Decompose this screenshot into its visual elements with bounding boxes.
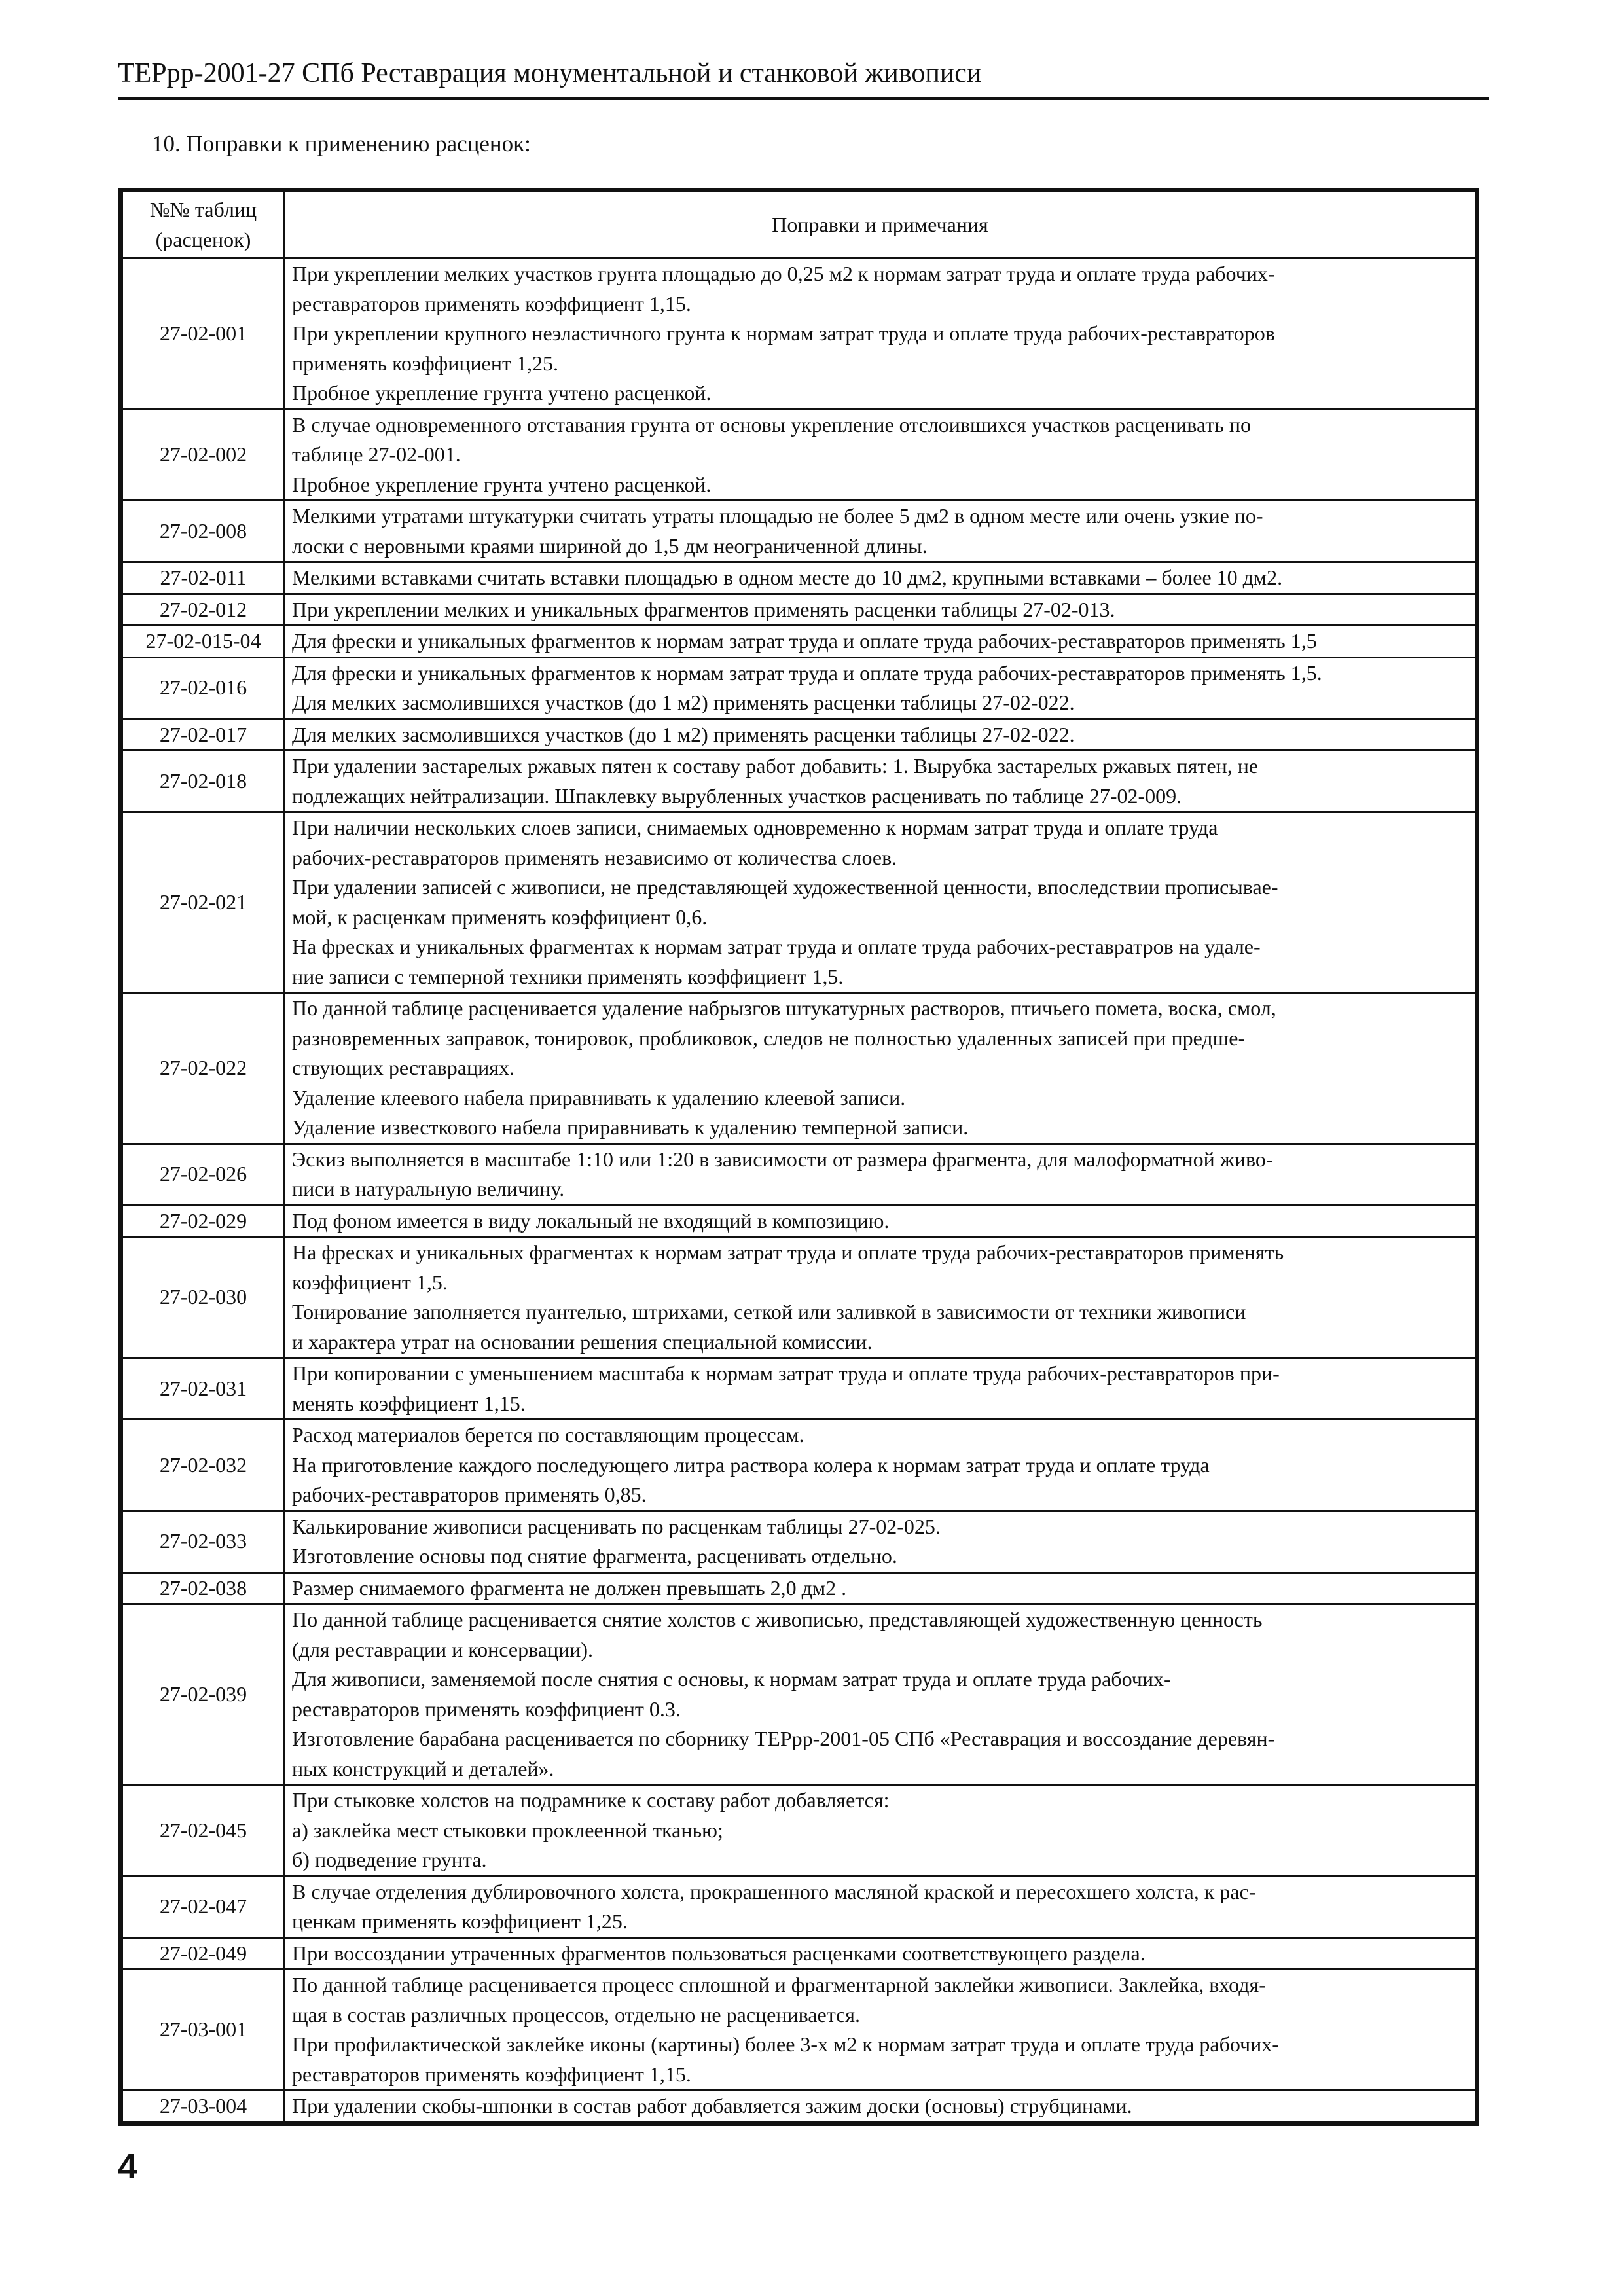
note-line: б) подведение грунта.	[292, 1848, 487, 1871]
note-line: Удаление клеевого набела приравнивать к удалению клеевой записи.	[292, 1085, 906, 1109]
table-note-cell	[285, 562, 1476, 594]
table-code-cell: 27-02-029	[122, 1205, 285, 1237]
table-note-cell	[285, 594, 1476, 626]
note-line: реставраторов применять коэффициент 1,15.	[292, 2062, 691, 2086]
note-line: (для реставрации и консервации).	[292, 1637, 593, 1661]
table-code-cell: 27-02-045	[122, 1785, 285, 1877]
note-line: рабочих-реставраторов применять 0,85.	[292, 1483, 647, 1506]
note-line: рабочих-реставраторов применять независимо от количества слоев.	[292, 845, 897, 869]
table-row	[122, 657, 1476, 719]
note-line: Для мелких засмолившихся участков (до 1 м2) применять расценки таблицы 27-02-022.	[292, 691, 1075, 714]
table-row	[122, 1785, 1476, 1877]
note-line: При профилактической заклейке иконы (картины) более 3-х м2 к нормам затрат труда и оплате труда рабочих-	[292, 2032, 1279, 2056]
note-line: реставраторов применять коэффициент 1,15.	[292, 291, 691, 315]
table-code-cell: 27-02-017	[122, 719, 285, 751]
note-line: лоски с неровными краями шириной до 1,5 дм неограниченной длины.	[292, 533, 928, 558]
table-code-cell: 27-02-031	[122, 1358, 285, 1420]
note-line: Для фрески и уникальных фрагментов к нормам затрат труда и оплате труда рабочих-реставраторов применять 1,5	[292, 629, 1317, 653]
table-note-cell	[285, 1144, 1476, 1205]
table-code-cell: 27-02-002	[122, 409, 285, 501]
note-line: разновременных заправок, тонировок, пробликовок, следов не полностью удаленных записей при предше-	[292, 1026, 1246, 1050]
corrections-table	[121, 190, 1477, 2123]
note-line: Тонирование заполняется пуантелью, штрихами, сеткой или заливкой в зависимости от техники живописи	[292, 1300, 1246, 1324]
table-row	[122, 812, 1476, 993]
table-row	[122, 626, 1476, 658]
note-line: менять коэффициент 1,15.	[292, 1391, 526, 1415]
table-row	[122, 1205, 1476, 1237]
note-line: а) заклейка мест стыковки проклеенной тканью;	[292, 1818, 723, 1842]
table-code-cell: 27-03-001	[122, 1970, 285, 2091]
table-row	[122, 1876, 1476, 1937]
note-line: Изготовление барабана расценивается по сборнику ТЕРрр-2001-05 СПб «Реставрация и воссоздание деревян-	[292, 1727, 1275, 1750]
table-code-cell: 27-02-016	[122, 657, 285, 719]
table-note-cell	[285, 626, 1476, 658]
table-row	[122, 1604, 1476, 1785]
table-note-cell	[285, 1358, 1476, 1420]
table-code-cell: 27-02-012	[122, 594, 285, 626]
table-note-cell	[285, 1511, 1476, 1572]
table-note-cell	[285, 1785, 1476, 1877]
note-line: Для фрески и уникальных фрагментов к нормам затрат труда и оплате труда рабочих-реставраторов применять 1,5.	[292, 660, 1322, 685]
note-line: На приготовление каждого последующего литра раствора колера к нормам затрат труда и оплате труда	[292, 1452, 1210, 1477]
table-code-cell: 27-02-011	[122, 562, 285, 594]
note-line: коэффициент 1,5.	[292, 1270, 448, 1294]
table-note-cell	[285, 1604, 1476, 1785]
note-line: ние записи с темперной техники применять коэффициент 1,5.	[292, 964, 844, 988]
table-row	[122, 1358, 1476, 1420]
table-code-cell: 27-02-030	[122, 1237, 285, 1358]
table-row	[122, 2091, 1476, 2123]
note-line: писи в натуральную величину.	[292, 1177, 565, 1200]
table-row	[122, 501, 1476, 562]
note-line: При удалении скобы-шпонки в состав работ добавляется зажим доски (основы) струбцинами.	[292, 2094, 1132, 2117]
table-row	[122, 1144, 1476, 1205]
table-row	[122, 993, 1476, 1144]
table-row	[122, 751, 1476, 812]
header-divider	[118, 97, 1489, 100]
table-code-cell: 27-02-038	[122, 1572, 285, 1604]
note-line: применять коэффициент 1,25.	[292, 351, 558, 375]
header-table-numbers-line1: №№ таблиц	[149, 198, 257, 221]
section-title: 10. Поправки к применению расценок:	[152, 131, 531, 156]
note-line: В случае отделения дублировочного холста, прокрашенного масляной краской и пересохшего холста, к рас-	[292, 1879, 1256, 1903]
table-row	[122, 719, 1476, 751]
table-code-cell: 27-03-004	[122, 2091, 285, 2123]
page-number: 4	[118, 2147, 138, 2186]
note-line: Расход материалов берется по составляющим процессам.	[292, 1423, 804, 1447]
table-row	[122, 1937, 1476, 1970]
table-note-cell	[285, 1205, 1476, 1237]
table-row	[122, 259, 1476, 410]
table-code-cell: 27-02-001	[122, 259, 285, 410]
table-note-cell	[285, 751, 1476, 812]
note-line: Для мелких засмолившихся участков (до 1 м2) применять расценки таблицы 27-02-022.	[292, 722, 1075, 746]
note-line: По данной таблице расценивается удаление набрызгов штукатурных растворов, птичьего помета, воска, смол,	[292, 996, 1276, 1020]
note-line: При укреплении мелких участков грунта площадью до 0,25 м2 к нормам затрат труда и оплате труда рабочих-	[292, 262, 1275, 285]
note-line: реставраторов применять коэффициент 0.3.	[292, 1697, 681, 1721]
note-line: Калькирование живописи расценивать по расценкам таблицы 27-02-025.	[292, 1514, 941, 1538]
note-line: При укреплении мелких и уникальных фрагментов применять расценки таблицы 27-02-013.	[292, 597, 1115, 621]
table-row	[122, 409, 1476, 501]
table-code-cell: 27-02-022	[122, 993, 285, 1144]
note-line: При укреплении крупного неэластичного грунта к нормам затрат труда и оплате труда рабочих-реставраторов	[292, 321, 1275, 345]
note-line: По данной таблице расценивается снятие холстов с живописью, представляющей художественную ценность	[292, 1608, 1263, 1631]
note-line: При стыковке холстов на подрамнике к составу работ добавляется:	[292, 1788, 890, 1812]
table-header-row	[122, 192, 1476, 259]
table-note-cell	[285, 501, 1476, 562]
note-line: Пробное укрепление грунта учтено расценкой.	[292, 381, 712, 405]
table-row	[122, 1511, 1476, 1572]
table-note-cell	[285, 657, 1476, 719]
table-note-cell	[285, 1420, 1476, 1511]
note-line: Под фоном имеется в виду локальный не входящий в композицию.	[292, 1208, 890, 1233]
note-line: Мелкими утратами штукатурки считать утраты площадью не более 5 дм2 в одном месте или очень узкие по-	[292, 504, 1263, 528]
running-header-title: ТЕРрр-2001-27 СПб Реставрация монументальной и станковой живописи	[118, 58, 982, 88]
table-note-cell	[285, 409, 1476, 501]
table-code-cell: 27-02-032	[122, 1420, 285, 1511]
table-code-cell: 27-02-008	[122, 501, 285, 562]
header-cell-table-numbers	[122, 192, 285, 259]
header-table-numbers-line2: (расценок)	[155, 227, 251, 251]
table-note-cell	[285, 719, 1476, 751]
table-row	[122, 1970, 1476, 2091]
note-line: Мелкими вставками считать вставки площадью в одном месте до 10 дм2, крупными вставками – более 10 дм2.	[292, 566, 1283, 589]
table-code-cell: 27-02-021	[122, 812, 285, 993]
note-line: При удалении застарелых ржавых пятен к составу работ добавить: 1. Вырубка застарелых ржавых пятен, не	[292, 754, 1259, 778]
note-line: Размер снимаемого фрагмента не должен превышать 2,0 дм2 .	[292, 1576, 847, 1600]
note-line: На фресках и уникальных фрагментах к нормам затрат труда и оплате труда рабочих-реставратров на удале-	[292, 935, 1261, 958]
table-note-cell	[285, 259, 1476, 410]
note-line: таблице 27-02-001.	[292, 442, 461, 466]
table-code-cell: 27-02-018	[122, 751, 285, 812]
header-cell-notes: Поправки и примечания	[285, 192, 1476, 259]
note-line: При наличии нескольких слоев записи, снимаемых одновременно к нормам затрат труда и оплате труда	[292, 816, 1218, 839]
table-note-cell	[285, 1876, 1476, 1937]
note-line: При воссоздании утраченных фрагментов пользоваться расценками соответствующего раздела.	[292, 1941, 1146, 1965]
table-body	[122, 259, 1476, 2123]
table-code-cell: 27-02-026	[122, 1144, 285, 1205]
table-row	[122, 1572, 1476, 1604]
note-line: Пробное укрепление грунта учтено расценкой.	[292, 472, 712, 496]
note-line: ценкам применять коэффициент 1,25.	[292, 1909, 628, 1933]
table-row	[122, 1420, 1476, 1511]
table-note-cell	[285, 1237, 1476, 1358]
note-line: Изготовление основы под снятие фрагмента, расценивать отдельно.	[292, 1544, 897, 1568]
table-row	[122, 594, 1476, 626]
note-line: Для живописи, заменяемой после снятия с основы, к нормам затрат труда и оплате труда рабочих-	[292, 1667, 1171, 1691]
table-note-cell	[285, 993, 1476, 1144]
note-line: В случае одновременного отставания грунта от основы укрепление отслоившихся участков расценивать по	[292, 412, 1252, 437]
table-note-cell	[285, 1572, 1476, 1604]
table-note-cell	[285, 2091, 1476, 2123]
table-note-cell	[285, 1970, 1476, 2091]
table-note-cell	[285, 1937, 1476, 1970]
note-line: При копировании с уменьшением масштаба к нормам затрат труда и оплате труда рабочих-реставраторов при-	[292, 1361, 1280, 1385]
table-note-cell	[285, 812, 1476, 993]
note-line: По данной таблице расценивается процесс сплошной и фрагментарной заклейки живописи. Заклейка, входя-	[292, 1973, 1266, 1996]
table-code-cell: 27-02-039	[122, 1604, 285, 1785]
table-code-cell: 27-02-047	[122, 1876, 285, 1937]
note-line: ствующих реставрациях.	[292, 1056, 514, 1079]
table-code-cell: 27-02-049	[122, 1937, 285, 1970]
table-code-cell: 27-02-015-04	[122, 626, 285, 658]
corrections-table-container	[118, 188, 1479, 2126]
note-line: подлежащих нейтрализации. Шпаклевку вырубленных участков расценивать по таблице 27-02-009.	[292, 784, 1182, 808]
note-line: и характера утрат на основании решения специальной комиссии.	[292, 1329, 873, 1354]
note-line: щая в состав различных процессов, отдельно не расценивается.	[292, 2002, 860, 2027]
note-line: Удаление известкового набела приравнивать к удалению темперной записи.	[292, 1115, 969, 1139]
table-code-cell: 27-02-033	[122, 1511, 285, 1572]
note-line: На фресках и уникальных фрагментах к нормам затрат труда и оплате труда рабочих-реставраторов применять	[292, 1240, 1284, 1264]
note-line: При удалении записей с живописи, не представляющей художественной ценности, впоследствии прописывае-	[292, 875, 1278, 899]
table-row	[122, 1237, 1476, 1358]
note-line: мой, к расценкам применять коэффициент 0,6.	[292, 905, 708, 929]
table-row	[122, 562, 1476, 594]
note-line: ных конструкций и деталей».	[292, 1756, 554, 1780]
note-line: Эскиз выполняется в масштабе 1:10 или 1:20 в зависимости от размера фрагмента, для малоформатной живо-	[292, 1147, 1273, 1171]
